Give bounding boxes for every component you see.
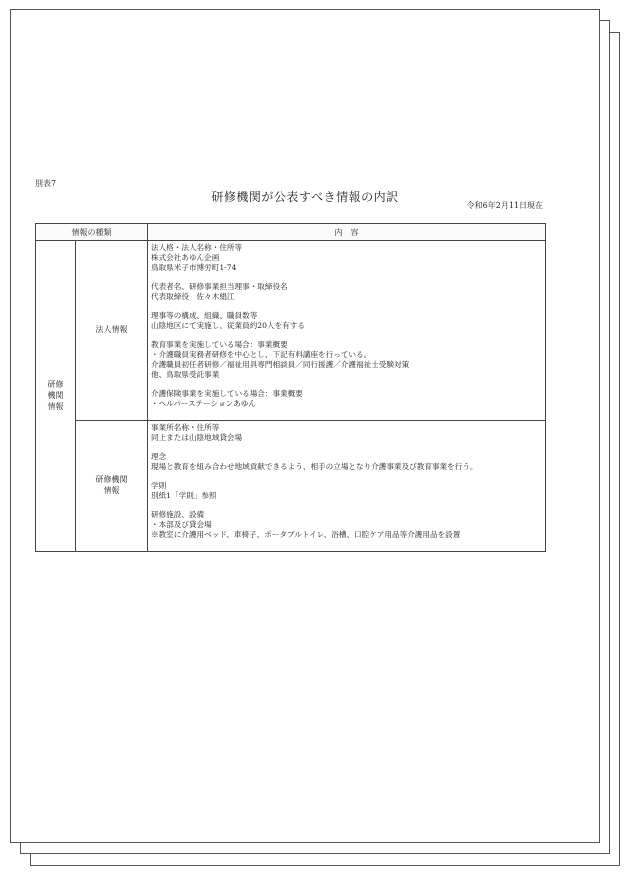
- content-line: 別紙1「学則」参照: [151, 491, 217, 501]
- content-line: ※教室に介護用ベッド、車椅子、ポータブルトイレ、浴槽、口腔ケア用品等介護用品を設置: [151, 530, 461, 540]
- block-gap: [151, 302, 542, 311]
- header-type: 情報の種類: [36, 224, 148, 241]
- block-gap: [151, 501, 542, 510]
- document-page: [10, 9, 600, 843]
- content-line: ・介護職員実務者研修を中心とし、下記有料講座を行っている。: [151, 350, 372, 360]
- block-gap: [151, 472, 542, 481]
- content-line: 学則: [151, 481, 167, 491]
- content-line: 教育事業を実施している場合：事業概要: [151, 340, 288, 350]
- content-line: 代表者名、研修事業担当理事・取締役名: [151, 282, 288, 292]
- info-table: [35, 223, 546, 552]
- section-row: [36, 241, 546, 421]
- content-line: 株式会社あゆん企画: [151, 253, 220, 263]
- content-line: 介護保険事業を実施している場合：事業概要: [151, 389, 303, 399]
- content-line: 現場と教育を組み合わせ地域貢献できるよう、相手の立場となり介護事業及び教育事業を行う。: [151, 462, 478, 472]
- section-label: [76, 421, 148, 552]
- header-content: 内 容: [148, 224, 546, 241]
- content-line: ・ヘルパーステーションあゆん: [151, 399, 256, 409]
- section-content: [148, 241, 546, 421]
- block-gap: [151, 273, 542, 282]
- section-label-line: 法人情報: [95, 325, 128, 335]
- attachment-number: 別表7: [35, 179, 57, 188]
- content-line: 他、鳥取県受託事業: [151, 370, 220, 380]
- content-line: 理事等の構成、組織、職員数等: [151, 311, 258, 321]
- section-row: [36, 421, 546, 552]
- content-line: 代表取締役 佐々木絹江: [151, 292, 235, 302]
- section-end-gap: [151, 409, 542, 418]
- section-content: [148, 421, 546, 552]
- content-line: 介護職員初任者研修／福祉用具専門相談員／同行援護／介護福祉士受験対策: [151, 360, 410, 370]
- section-label: [76, 241, 148, 421]
- document-title: 研修機関が公表すべき情報の内訳: [211, 190, 399, 204]
- table-body: [36, 241, 546, 552]
- content-line: ・本部及び貸会場: [151, 520, 212, 530]
- group-label-line: 研修: [47, 379, 64, 389]
- block-gap: [151, 380, 542, 389]
- page-content: [11, 10, 599, 842]
- table-header-row: [36, 224, 546, 241]
- content-line: 理念: [151, 452, 167, 462]
- content-line: 研修施設、設備: [151, 510, 205, 520]
- group-label: [36, 241, 76, 552]
- content-line: 事業所名称・住所等: [151, 423, 220, 433]
- as-of-date: 令和6年2月11日現在: [466, 201, 543, 210]
- block-gap: [151, 331, 542, 340]
- section-label-line: 研修機関: [95, 475, 128, 485]
- group-label-line: 情報: [47, 401, 64, 411]
- content-line: 同上または山陰地域貸会場: [151, 433, 243, 443]
- section-end-gap: [151, 540, 542, 549]
- content-line: 山陰地区にて実施し、従業員約20人を有する: [151, 321, 305, 331]
- block-gap: [151, 443, 542, 452]
- content-line: 法人格・法人名称・住所等: [151, 243, 243, 252]
- content-line: 鳥取県米子市博労町1-74: [151, 263, 237, 273]
- section-label-line: 情報: [103, 486, 120, 496]
- group-label-line: 機関: [47, 390, 64, 400]
